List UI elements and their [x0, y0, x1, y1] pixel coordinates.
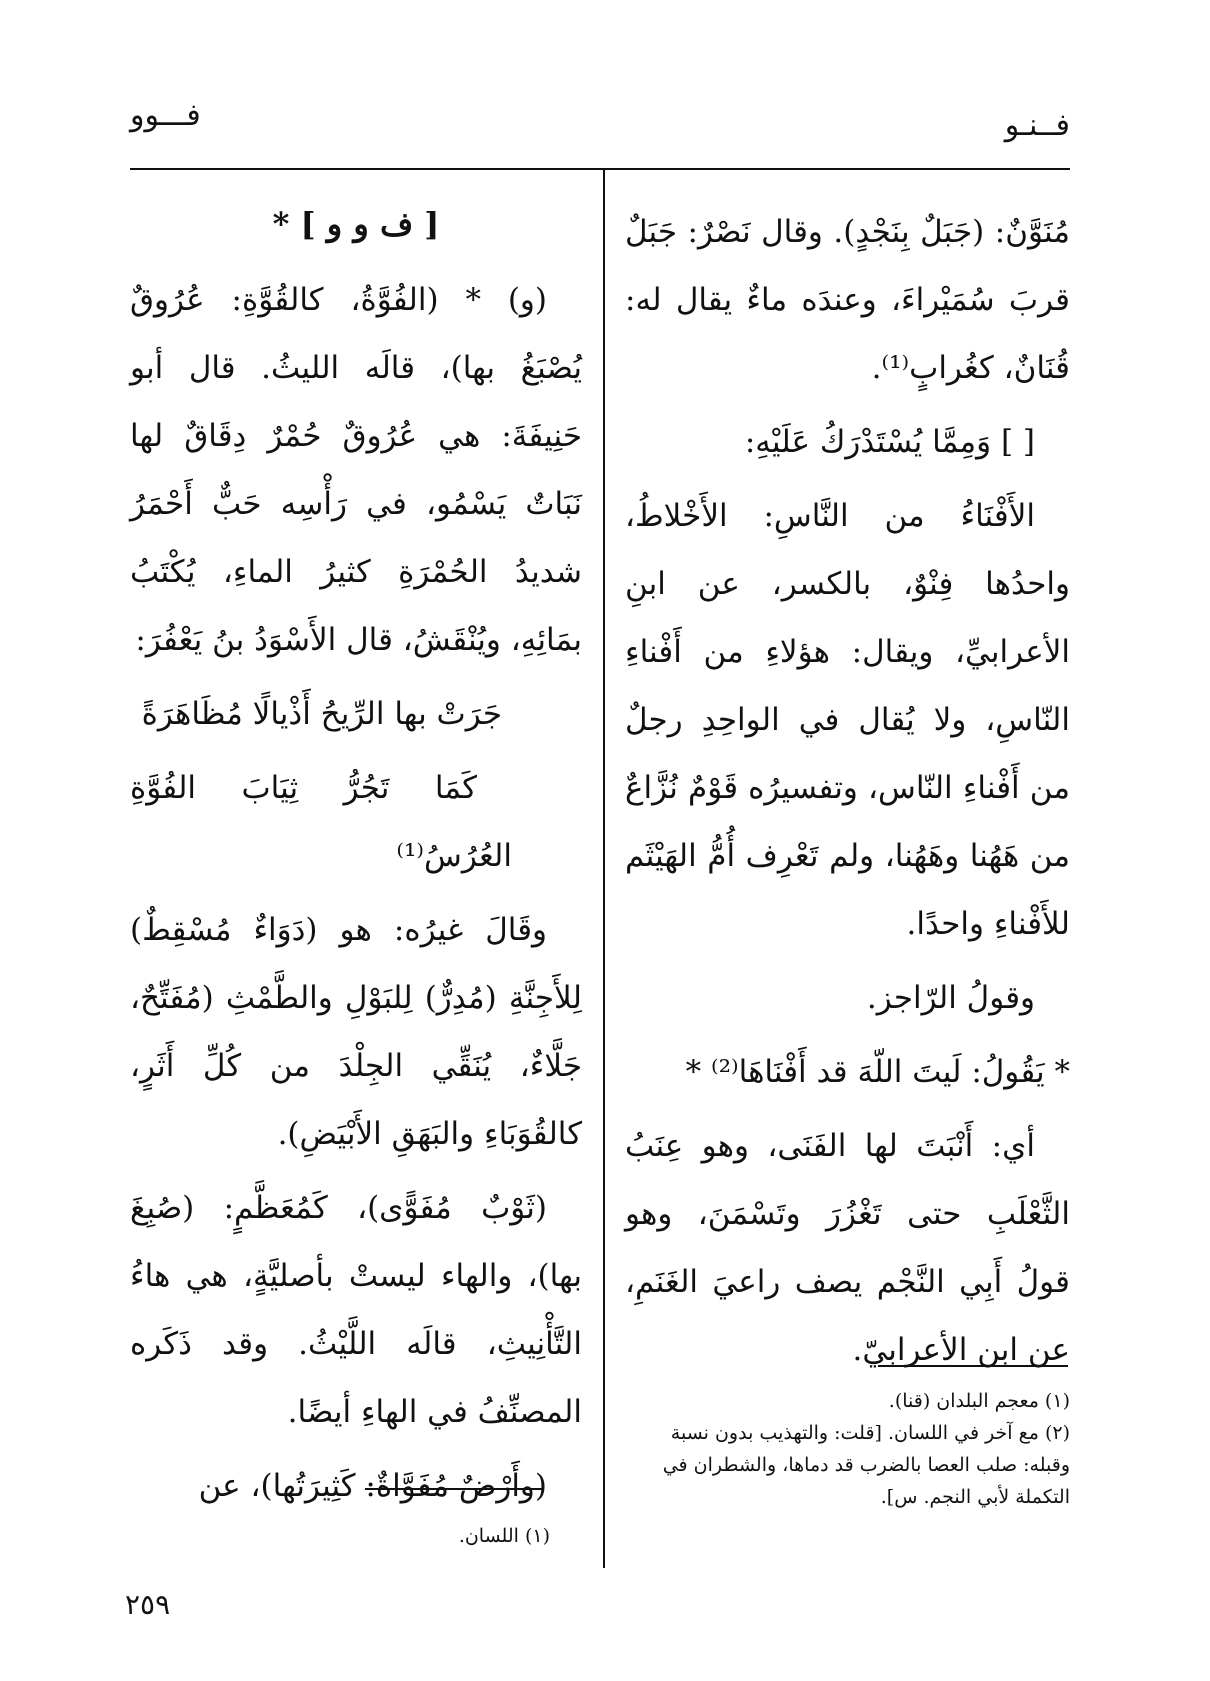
header-rule — [130, 168, 1070, 170]
footnotes-left — [130, 1520, 550, 1552]
footnote: (١) اللسان. — [458, 1525, 550, 1547]
entry-title: [ ف و و ] * — [272, 205, 440, 243]
paragraph: (ثَوْبٌ مُفَوًّى)، كَمُعَظَّمٍ: (صُبِغَ بها)، والهاء ليستْ بأصليَّةٍ، هي هاءُ التَّأْنِيثِ، قالَه اللَّيْثُ. وقد ذَكَره المصنِّفُ في الهاءِ أيضًا. — [130, 1190, 582, 1430]
paragraph: مُنَوَّنٌ: (جَبَلٌ بِنَجْدٍ). وقال نَصْرٌ: جَبَلٌ قربَ سُمَيْراءَ، وعندَه ماءٌ يقال له: قُنَانٌ، كغُرابٍ⁽¹⁾. — [625, 214, 1070, 386]
page-number: ٢٥٩ — [125, 1588, 171, 1621]
footnote: (٢) مع آخر في اللسان. [قلت: والتهذيب بدون نسبة وقبله: صلب العصا بالضرب قد دماها، والشطران في التكملة لأبي النجم. س]. — [662, 1422, 1070, 1508]
right-column — [625, 198, 1070, 1390]
verse: * يَقُولُ: لَيتَ اللّهَ قد أَفْنَاهَا⁽²⁾ * — [685, 1054, 1070, 1090]
verse-line: جَرَتْ بها الرِّيحُ أَذْيالًا مُظَاهَرَةً — [141, 696, 502, 732]
footnote-rule-left — [365, 1488, 543, 1490]
footnote: (١) معجم البلدان (قنا). — [888, 1390, 1070, 1412]
running-header-right: فــنـو — [1004, 108, 1070, 143]
verse-line: كَمَا تَجُرُّ ثِيَابَ الفُوَّةِ العُرُسُ⁽¹⁾ — [130, 770, 512, 874]
footnotes-right — [625, 1385, 1070, 1513]
addendum-heading: [ ] وَمِمَّا يُسْتَدْرَكُ عَلَيْهِ: — [744, 424, 1035, 460]
paragraph: الأَفْنَاءُ من النَّاسِ: الأَخْلاطُ، واحدُها فِنْوٌ، بالكسر، عن ابنِ الأعرابيِّ، ويقال: هؤلاءِ من أَفْناءِ النّاسِ، ولا يُقال في الواحِدِ رجلٌ من أَفْناءِ النّاس، وتفسيرُه قَوْمٌ نُزَّاعٌ من هَهُنا وهَهُنا، ولم تَعْرِف أُمُّ الهَيْثَم للأَفْناءِ واحدًا. — [625, 498, 1070, 942]
paragraph: وقَالَ غيرُه: هو (دَوَاءٌ مُسْقِطٌ) لِلأَجِنَّةِ (مُدِرٌّ) لِلبَوْلِ والطَّمْثِ (مُفَتِّحٌ، جَلَّاءٌ، يُنَقِّي الجِلْدَ من كُلِّ أَثَرٍ، كالقُوَبَاءِ والبَهَقِ الأَبْيَضِ). — [130, 912, 582, 1152]
paragraph: أي: أَنْبَتَ لها الفَنَى، وهو عِنَبُ الثَّعْلَبِ حتى تَغْزُرَ وتَسْمَنَ، وهو قولُ أَبِي النَّجْم يصف راعيَ الغَنَمِ، عن ابن الأعرابيّ. — [625, 1128, 1070, 1368]
column-divider — [603, 168, 605, 1568]
paragraph: (و) * (الفُوَّةُ، كالقُوَّةِ: عُرُوقٌ يُصْبَغُ بها)، قالَه الليثُ. قال أبو حَنِيفَةَ: هي عُرُوقٌ حُمْرٌ دِقَاقٌ لها نَبَاتٌ يَسْمُو، في رَأْسِه حَبٌّ أَحْمَرُ شديدُ الحُمْرَةِ كثيرُ الماءِ، يُكْتَبُ بمَائِهِ، ويُنْقَشُ، قال الأَسْوَدُ بنُ يَعْفُرَ: — [130, 282, 582, 658]
footnote-rule-right — [878, 1365, 1068, 1367]
paragraph: وقولُ الرّاجز. — [866, 980, 1035, 1016]
left-column — [130, 190, 582, 1526]
paragraph: (وأَرْضٌ مُفَوَّاةٌ: كَثِيرَتُها)، عن — [198, 1468, 547, 1504]
running-header-left: فـــوو — [130, 98, 201, 133]
